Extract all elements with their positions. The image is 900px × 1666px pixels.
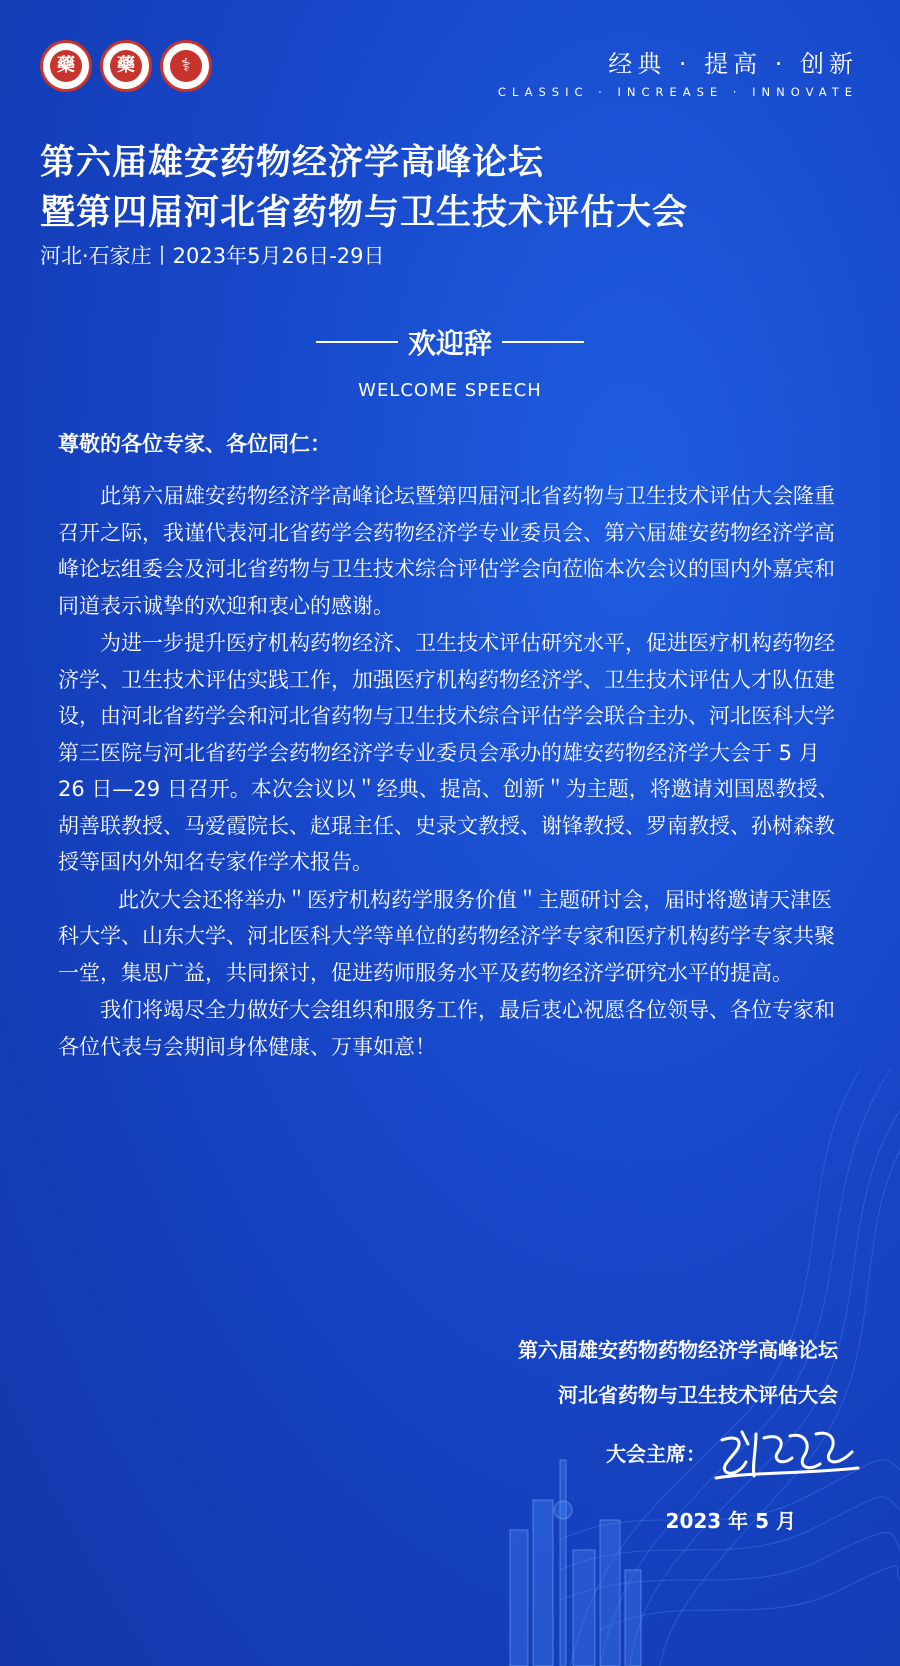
slogan: [498, 44, 858, 99]
divider-right: [502, 341, 584, 343]
hebei-pharmacy-association-logo: [40, 40, 92, 92]
hospital-logo-glyph: ⚕: [170, 50, 202, 82]
title-line-1: 第六届雄安药物经济学高峰论坛: [40, 143, 545, 183]
handwritten-signature: [712, 1422, 862, 1482]
pharmacy-committee-logo: [100, 40, 152, 92]
chair-label: 大会主席：: [606, 1441, 706, 1466]
signature-block: [518, 1328, 838, 1418]
speech-body: [58, 478, 848, 1066]
welcome-title-en: WELCOME SPEECH: [358, 380, 542, 401]
letter-date: 2023 年 5 月: [665, 1509, 796, 1533]
paragraph: 此第六届雄安药物经济学高峰论坛暨第四届河北省药物与卫生技术评估大会隆重召开之际，我谨代表河北省药学会药物经济学专业委员会、第六届雄安药物经济学高峰论坛组委会及河北省药物与卫生技术综合评估学会向莅临本次会议的国内外嘉宾和同道表示诚挚的欢迎和衷心的感谢。: [58, 484, 835, 618]
title-line-2: 暨第四届河北省药物与卫生技术评估大会: [40, 193, 689, 233]
paragraph: 此次大会还将举办＂医疗机构药学服务价值＂主题研讨会，届时将邀请天津医科大学、山东大学、河北医科大学等单位的药物经济学专家和医疗机构药学专家共聚一堂，集思广益，共同探讨，促进药师服务水平及药物经济学研究水平的提高。: [58, 887, 835, 985]
organizer-line-1: 第六届雄安药物药物经济学高峰论坛: [518, 1338, 838, 1362]
chair-row: [606, 1422, 862, 1482]
event-location-date: 河北·石家庄丨2023年5月26日-29日: [40, 244, 385, 268]
divider-left: [316, 341, 398, 343]
pharmacy-logo-glyph: 藥: [50, 50, 82, 82]
slogan-en: CLASSIC · INCREASE · INNOVATE: [497, 85, 858, 99]
paragraph: 为进一步提升医疗机构药物经济、卫生技术评估研究水平，促进医疗机构药物经济学、卫生技术评估实践工作，加强医疗机构药物经济学、卫生技术评估人才队伍建设，由河北省药学会和河北省药物与卫生技术综合评估学会联合主办、河北医科大学第三医院与河北省药学会药物经济学专业委员会承办的雄安药物经济学大会于 5 月 26 日—29 日召开。本次会议以＂经典、提高、创新＂为主题，将邀请刘国恩教授、胡善联教授、马爱霞院长、赵琨主任、史录文教授、谢锋教授、罗南教授、孙树森教授等国内外知名专家作学术报告。: [58, 631, 839, 874]
welcome-heading: [0, 322, 900, 401]
organizer-line-2: 河北省药物与卫生技术评估大会: [558, 1383, 838, 1407]
hospital-logo: [160, 40, 212, 92]
paragraph: 我们将竭尽全力做好大会组织和服务工作，最后衷心祝愿各位领导、各位专家和各位代表与会期间身体健康、万事如意！: [58, 998, 835, 1059]
slogan-cn: 经典 · 提高 · 创新: [608, 50, 858, 78]
salutation: 尊敬的各位专家、各位同仁：: [58, 432, 331, 456]
logo-group: [40, 40, 212, 92]
welcome-title-cn: 欢迎辞: [407, 327, 492, 360]
page-title: [40, 138, 688, 238]
pharmacy-logo-glyph: 藥: [110, 50, 142, 82]
